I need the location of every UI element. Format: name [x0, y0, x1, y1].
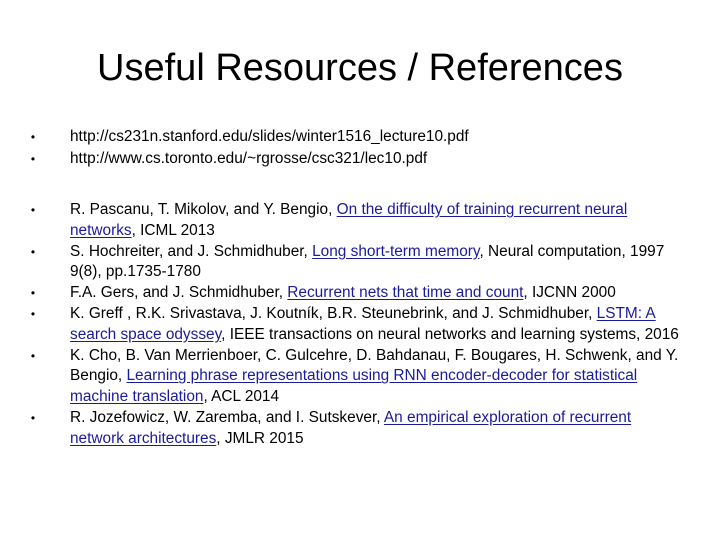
reference-venue: , JMLR 2015 [216, 429, 304, 447]
reference-authors: K. Greff , R.K. Srivastava, J. Koutník, B.R. Steunebrink, and J. Schmidhuber, [70, 304, 597, 322]
reference-venue: , Neural computation, 1997 9(8), pp.1735-1780 [70, 242, 665, 281]
reference-paper-link[interactable]: Recurrent nets that time and count [287, 284, 524, 302]
reference-venue: , IEEE transactions on neural networks and learning systems, 2016 [221, 325, 679, 343]
url-link[interactable]: http://www.cs.toronto.edu/~rgrosse/csc321/lec10.pdf [70, 150, 428, 167]
bullet-icon: • [30, 203, 36, 217]
bullet-icon: • [30, 286, 36, 301]
bullet-icon: • [30, 130, 36, 144]
reference-authors: R. Jozefowicz, W. Zaremba, and I. Sutskever, [70, 408, 384, 426]
bullet-icon: • [30, 348, 36, 363]
reference-authors: F.A. Gers, and J. Schmidhuber, [70, 284, 288, 302]
reference-paper-link[interactable]: Long short-term memory [312, 242, 480, 260]
bullet-icon: • [30, 152, 36, 166]
reference-item [26, 304, 686, 346]
url-item [26, 126, 706, 148]
reference-venue: , IJCNN 2000 [523, 284, 616, 302]
reference-paper-link[interactable]: On the difficulty of training recurrent neural networks [70, 201, 628, 239]
reference-authors: S. Hochreiter, and J. Schmidhuber, [70, 242, 313, 260]
reference-paper-link[interactable]: LSTM: A search space odyssey [70, 304, 656, 343]
slide-title: Useful Resources / References [97, 47, 623, 89]
reference-paper-link[interactable]: An empirical exploration of recurrent network architectures [70, 408, 632, 447]
bullet-icon: • [30, 410, 36, 425]
url-link[interactable]: http://cs231n.stanford.edu/slides/winter1516_lecture10.pdf [70, 128, 469, 145]
reference-item [26, 408, 686, 450]
bullet-icon: • [30, 306, 36, 321]
reference-venue: , ICML 2013 [131, 221, 215, 239]
bullet-icon: • [30, 244, 36, 259]
url-item [26, 148, 706, 170]
reference-authors: R. Pascanu, T. Mikolov, and Y. Bengio, [70, 201, 337, 218]
reference-item [26, 242, 686, 284]
reference-venue: , ACL 2014 [203, 388, 280, 406]
reference-paper-link[interactable]: Learning phrase representations using RNN encoder-decoder for statistical machine translation [70, 367, 638, 406]
reference-item [26, 200, 686, 242]
reference-item [26, 346, 686, 408]
url-list [26, 126, 706, 170]
reference-authors: K. Cho, B. Van Merrienboer, C. Gulcehre, D. Bahdanau, F. Bougares, H. Schwenk, and Y. Bengio, [70, 346, 679, 385]
reference-list [26, 200, 686, 450]
reference-item [26, 283, 686, 304]
